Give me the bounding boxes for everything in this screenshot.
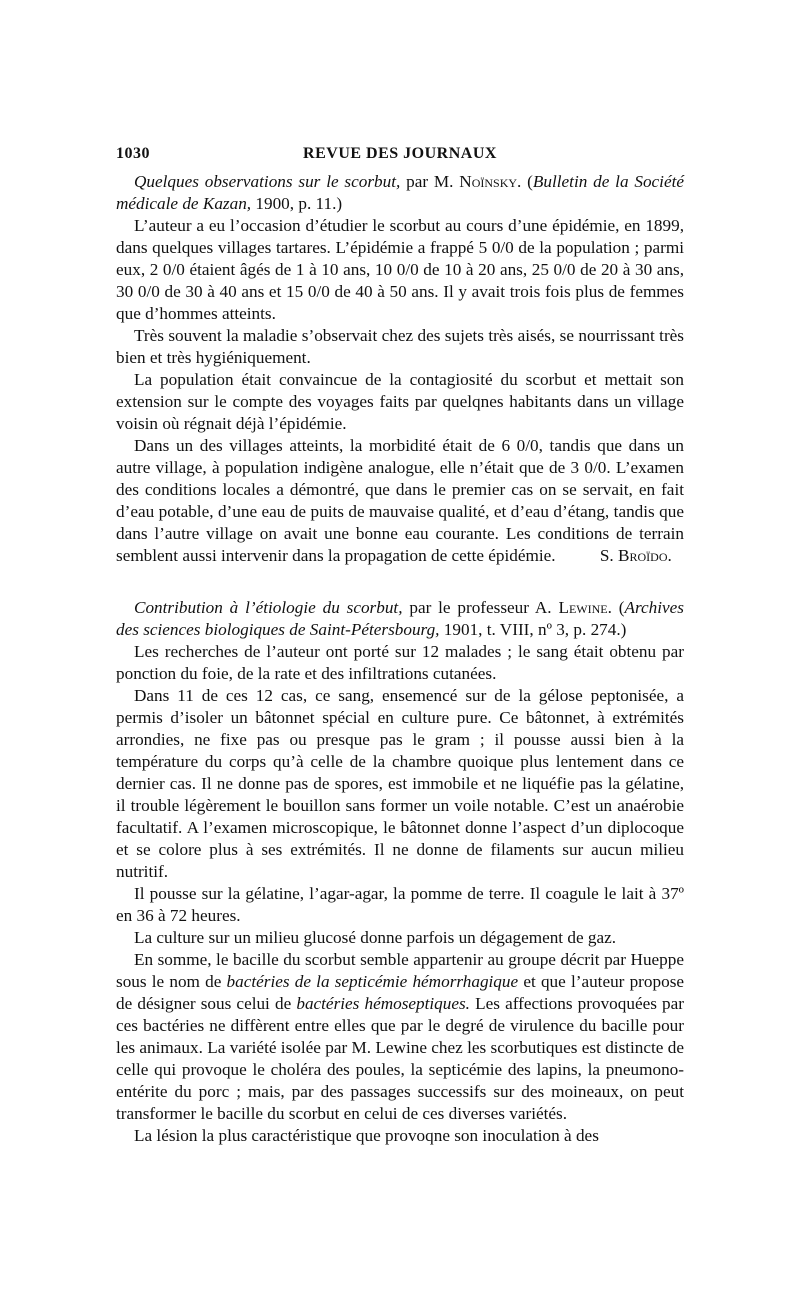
paragraph: La population était convaincue de la contagiosité du scorbut et mettait son extension sur le compte des voyages faits par quelqnes habitants dans un village voisin où régnait déjà l’épidémie. xyxy=(116,370,684,433)
article-author: Lewine. xyxy=(558,598,612,617)
paragraph: Dans un des villages atteints, la morbidité était de 6 0/0, tandis que dans un autre village, à population indigène analogue, elle n’était que de 3 0/0. L’examen des conditions locales a démontré, que dans le premier cas on se servait, en fait d’eau potable, d’une eau de puits de mauvaise qualité, et d’eau d’étang, tandis que dans l’autre village on avait une bonne eau courante. Les conditions de terrain semblent aussi intervenir dans la propagation de cette épidémie. S. Broïdo. xyxy=(116,436,684,565)
paragraph: L’auteur a eu l’occasion d’étudier le scorbut au cours d’une épidémie, en 1899, dans quelques villages tartares. L’épidémie a frappé 5 0/0 de la population ; parmi eux, 2 0/0 étaient âgés de 1 à 10 ans, 10 0/0 de 10 à 20 ans, 25 0/0 de 20 à 30 ans, 30 0/0 de 30 à 40 ans et 15 0/0 de 40 à 50 ans. Il y avait trois fois plus de femmes que d’hommes atteints. xyxy=(116,216,684,323)
page-number: 1030 xyxy=(116,145,150,162)
paragraph: La culture sur un milieu glucosé donne parfois un dégagement de gaz. xyxy=(134,928,617,947)
article-title: Quelques observations sur le scorbut, xyxy=(134,172,401,191)
article-lewine xyxy=(116,597,684,1147)
article-citation: Contribution à l’étiologie du scorbut, par le professeur A. Lewine. (Archives des sciences biologiques de Saint-Pétersbourg, 1901, t. VIII, nº 3, p. 274.) xyxy=(116,598,684,639)
article-noinsky xyxy=(116,171,684,567)
paragraph: Très souvent la maladie s’observait chez des sujets très aisés, se nourrissant très bien et très hygiéniquement. xyxy=(116,326,684,367)
page-header xyxy=(116,143,684,167)
paragraph: La lésion la plus caractéristique que provoqne son inoculation à des xyxy=(134,1126,599,1145)
article-citation: Quelques observations sur le scorbut, par M. Noïnsky. (Bulletin de la Société médicale de Kazan, 1900, p. 11.) xyxy=(116,172,684,213)
paragraph: Dans 11 de ces 12 cas, ce sang, ensemencé sur de la gélose peptonisée, a permis d’isoler un bâtonnet spécial en culture pure. Ce bâtonnet, à extrémités arrondies, ne fixe pas ou presque pas le gram ; il pousse aussi bien à la température du corps qu’à celle de la chambre quoique plus lentement dans ce dernier cas. Il ne donne pas de spores, est immobile et ne liquéfie pas la gélatine, il trouble légèrement le bouillon sans former un voile notable. C’est un anaérobie facultatif. A l’examen microscopique, le bâtonnet donne l’aspect d’un diplocoque et se colore plus à ses extrémités. Il ne donne de filaments sur aucun milieu nutritif. xyxy=(116,686,684,881)
article-title: Contribution à l’étiologie du scorbut, xyxy=(134,598,403,617)
article-source: Archives des sciences biologiques de Saint-Pétersbourg, xyxy=(116,598,684,639)
article-separator xyxy=(116,567,684,597)
article-source: Bulletin de la Société médicale de Kazan, xyxy=(116,172,684,213)
running-title: REVUE DES JOURNAUX xyxy=(303,145,497,162)
paragraph: Il pousse sur la gélatine, l’agar-agar, la pomme de terre. Il coagule le lait à 37º en 36 à 72 heures. xyxy=(116,884,684,925)
journal-page xyxy=(116,143,684,1147)
paragraph: Les recherches de l’auteur ont porté sur 12 malades ; le sang était obtenu par ponction du foie, de la rate et des infiltrations cutanées. xyxy=(116,642,684,683)
paragraph: En somme, le bacille du scorbut semble appartenir au groupe décrit par Hueppe sous le nom de bactéries de la septicémie hémorrhagique et que l’auteur propose de désigner sous celui de bactéries hémoseptiques. Les affections provoquées par ces bactéries ne diffèrent entre elles que par le degré de virulence du bacille pour les animaux. La variété isolée par M. Lewine chez les scorbutiques est distincte de celle qui provoque le choléra des poules, la septicémie des lapins, la pneumono-entérite du porc ; mais, par des passages successifs sur des moineaux, on peut transformer le bacille du scorbut en celui de ces diverses variétés. xyxy=(116,950,685,1123)
signature: S. Broïdo. xyxy=(599,546,672,565)
article-author: Noïnsky. xyxy=(459,172,522,191)
